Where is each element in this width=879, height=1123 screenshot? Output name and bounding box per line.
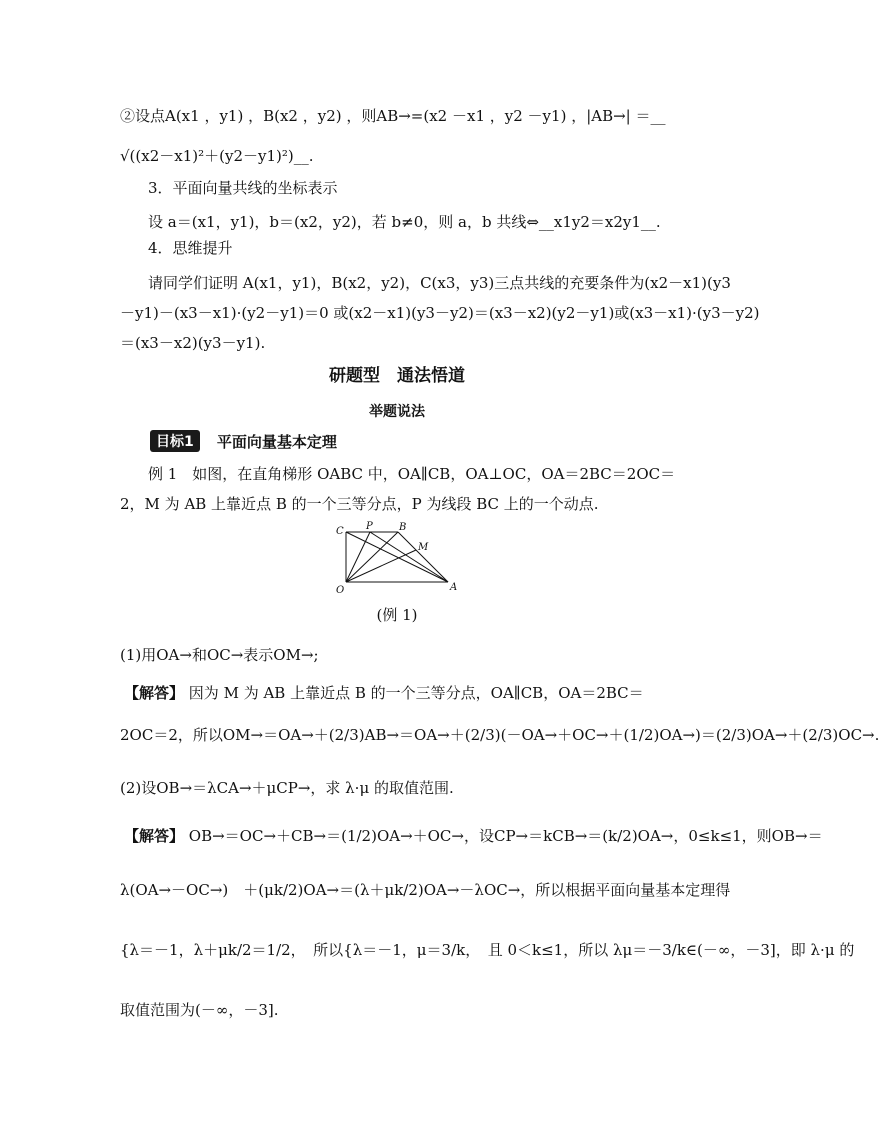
answer-1-line-2: 2OC＝2，所以OM→＝OA→＋(2/3)AB→＝OA→＋(2/3)(－OA→＋OC→＋(1/2)OA→)＝(2/3)OA→＋(2/3)OC→. (120, 726, 879, 744)
label-O: O (336, 585, 345, 596)
label-P: P (366, 521, 373, 532)
subsection-title: 举题说法 (369, 404, 425, 420)
proof-line-2: －y1)－(x3－x1)·(y2－y1)＝0 或(x2－x1)(y3－y2)＝(x3－x2)(y2－y1)或(x3－x1)·(y3－y2) (120, 304, 760, 322)
collinear-condition-line: 设 a＝(x1，y1)，b＝(x2，y2)，若 b≠0，则 a，b 共线⇔__x1y2＝x2y1__. (148, 213, 661, 231)
answer-2-line-1 (124, 826, 823, 846)
section-title: 研题型 通法悟道 (329, 366, 465, 386)
vector-coordinate-line: ②设点A(x1 ，y1) ，B(x2 ，y2) ，则AB→=(x2 －x1 ，y2 －y1) ，|AB→| ＝__ (120, 107, 666, 125)
goal-badge: 目标1 (150, 430, 200, 452)
answer-2-line-2: λ(OA→－OC→) ＋(μk/2)OA→＝(λ＋μk/2)OA→－λOC→，所以根据平面向量基本定理得 (120, 881, 731, 899)
answer-2-line-3: {λ＝－1，λ＋μk/2＝1/2， 所以{λ＝－1，μ＝3/k， 且 0＜k≤1，所以 λμ＝－3/k∈(－∞，－3]，即 λ·μ 的 (120, 941, 855, 959)
proof-line-1: 请同学们证明 A(x1，y1)，B(x2，y2)，C(x3，y3)三点共线的充要条件为(x2－x1)(y3 (148, 274, 731, 292)
thinking-section-title: 4．思维提升 (148, 239, 233, 257)
answer-label: 【解答】 (124, 684, 185, 702)
label-B: B (399, 522, 407, 533)
answer-2-line-4: 取值范围为(－∞，－3]. (120, 1001, 279, 1019)
trapezoid-figure (330, 520, 470, 606)
label-M: M (418, 542, 429, 553)
distance-formula-line: √((x2－x1)²＋(y2－y1)²)__. (120, 147, 314, 165)
figure-caption: (例 1) (376, 606, 418, 624)
label-A: A (450, 582, 458, 593)
answer-2-text-1: OB→＝OC→＋CB→＝(1/2)OA→＋OC→，设CP→＝kCB→＝(k/2)OA→，0≤k≤1，则OB→＝ (188, 827, 823, 845)
label-C: C (336, 526, 344, 537)
trapezoid-diagram (330, 520, 470, 602)
goal-title: 平面向量基本定理 (216, 432, 337, 451)
example-line-1: 例 1 如图，在直角梯形 OABC 中，OA∥CB，OA⊥OC，OA＝2BC＝2OC＝ (148, 465, 676, 483)
answer-1-text-1: 因为 M 为 AB 上靠近点 B 的一个三等分点，OA∥CB，OA＝2BC＝ (188, 684, 644, 702)
example-line-2: 2，M 为 AB 上靠近点 B 的一个三等分点，P 为线段 BC 上的一个动点. (120, 495, 599, 513)
question-2: (2)设OB→＝λCA→＋μCP→，求 λ·μ 的取值范围. (120, 779, 454, 797)
question-1: (1)用OA→和OC→表示OM→; (120, 646, 319, 664)
answer-1-line-1 (124, 683, 644, 703)
collinear-section-title: 3．平面向量共线的坐标表示 (148, 179, 338, 197)
answer-label: 【解答】 (124, 827, 185, 845)
proof-line-3: ＝(x3－x2)(y3－y1). (120, 334, 266, 352)
goal-header (150, 430, 337, 452)
